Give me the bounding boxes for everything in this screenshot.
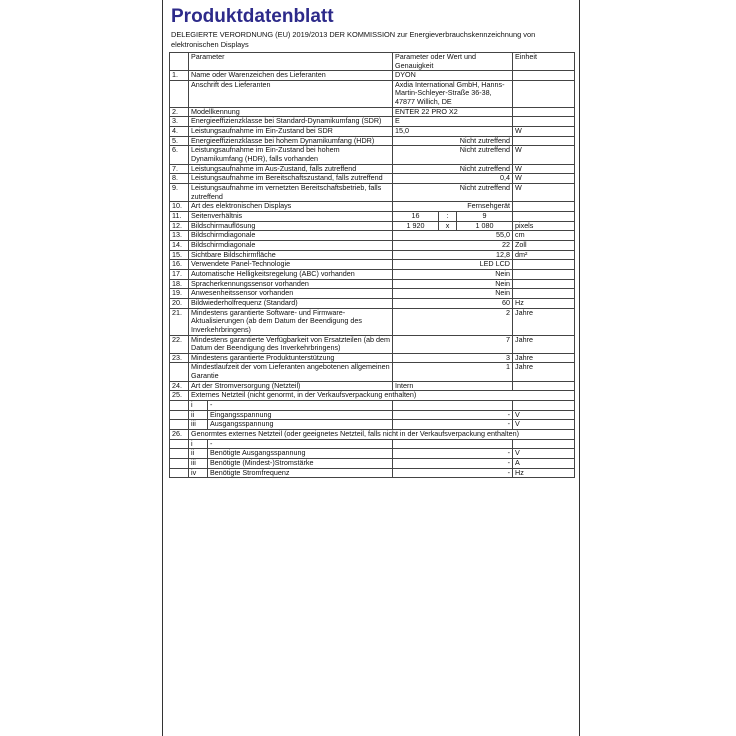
- sub-value: -: [393, 449, 513, 459]
- row-unit: Jahre: [513, 353, 575, 363]
- row-number: 4.: [170, 127, 189, 137]
- sub-row: [170, 459, 575, 469]
- row-value: 12,8: [393, 250, 513, 260]
- row-number: 12.: [170, 221, 189, 231]
- row-parameter: Name oder Warenzeichen des Lieferanten: [189, 71, 393, 81]
- row-parameter: Verwendete Panel-Technologie: [189, 260, 393, 270]
- row-parameter: Leistungsaufnahme im Ein-Zustand bei hohem Dynamikumfang (HDR), falls vorhanden: [189, 146, 393, 164]
- value-part-b: 9: [457, 211, 513, 221]
- sub-row: [170, 468, 575, 478]
- row-parameter: Seitenverhältnis: [189, 211, 393, 221]
- table-row: [170, 231, 575, 241]
- row-parameter: Energieeffizienzklasse bei Standard-Dynamikumfang (SDR): [189, 117, 393, 127]
- row-number: 20.: [170, 299, 189, 309]
- row-unit: [513, 71, 575, 81]
- row-parameter: Anwesenheitssensor vorhanden: [189, 289, 393, 299]
- row-value: 60: [393, 299, 513, 309]
- row-number-empty: [170, 468, 189, 478]
- table-header: [170, 53, 575, 71]
- sub-index: i: [189, 400, 208, 410]
- row-value: Nicht zutreffend: [393, 146, 513, 164]
- row-number: 18.: [170, 279, 189, 289]
- table-row: [170, 363, 575, 381]
- row-number-empty: [170, 420, 189, 430]
- table-row: [170, 127, 575, 137]
- sub-unit: [513, 400, 575, 410]
- row-unit: [513, 107, 575, 117]
- row-parameter: Mindestens garantierte Software- und Firmware-Aktualisierungen (ab dem Datum der Beendigung des Inverkehrbringens): [189, 308, 393, 335]
- row-unit: W: [513, 183, 575, 201]
- sub-unit: [513, 439, 575, 449]
- sub-row: [170, 410, 575, 420]
- row-parameter: Spracherkennungssensor vorhanden: [189, 279, 393, 289]
- table-row: [170, 269, 575, 279]
- row-value: Nicht zutreffend: [393, 164, 513, 174]
- row-number: 8.: [170, 174, 189, 184]
- sub-row: [170, 449, 575, 459]
- sub-unit: V: [513, 420, 575, 430]
- row-unit: cm: [513, 231, 575, 241]
- row-value: LED LCD: [393, 260, 513, 270]
- sub-unit: A: [513, 459, 575, 469]
- row-number: 23.: [170, 353, 189, 363]
- row-parameter: Mindestlaufzeit der vom Lieferanten angebotenen allgemeinen Garantie: [189, 363, 393, 381]
- row-parameter: Bildschirmdiagonale: [189, 231, 393, 241]
- row-number: 17.: [170, 269, 189, 279]
- sub-parameter: Benötigte Stromfrequenz: [208, 468, 393, 478]
- row-number-empty: [170, 439, 189, 449]
- row-unit: [513, 202, 575, 212]
- row-number: 21.: [170, 308, 189, 335]
- row-parameter: Leistungsaufnahme im Aus-Zustand, falls zutreffend: [189, 164, 393, 174]
- row-parameter: Mindestens garantierte Verfügbarkeit von Ersatzteilen (ab dem Datum der Beendigung des Inverkehrbringens): [189, 335, 393, 353]
- row-number: 15.: [170, 250, 189, 260]
- row-unit: pixels: [513, 221, 575, 231]
- row-value: 1: [393, 363, 513, 381]
- sheet-title: Produktdatenblatt: [171, 6, 334, 27]
- row-value: 7: [393, 335, 513, 353]
- row-number: 3.: [170, 117, 189, 127]
- table-row: [170, 117, 575, 127]
- sub-index: ii: [189, 449, 208, 459]
- row-unit: W: [513, 127, 575, 137]
- value-separator: x: [439, 221, 457, 231]
- row-value: 22: [393, 240, 513, 250]
- table-row: [170, 335, 575, 353]
- table-row: [170, 164, 575, 174]
- row-number: 24.: [170, 381, 189, 391]
- data-table: [169, 52, 575, 478]
- row-unit: Jahre: [513, 363, 575, 381]
- row-parameter: Leistungsaufnahme im vernetzten Bereitschaftsbetrieb, falls zutreffend: [189, 183, 393, 201]
- row-value: 15,0: [393, 127, 513, 137]
- table-row: [170, 381, 575, 391]
- row-unit: [513, 117, 575, 127]
- table-row: [170, 136, 575, 146]
- row-value: Nicht zutreffend: [393, 136, 513, 146]
- value-part-a: 1 920: [393, 221, 439, 231]
- table-row: [170, 146, 575, 164]
- sub-index: ii: [189, 410, 208, 420]
- row-value: DYON: [393, 71, 513, 81]
- row-number: 9.: [170, 183, 189, 201]
- row-value: Nicht zutreffend: [393, 183, 513, 201]
- table-row: [170, 107, 575, 117]
- sub-parameter: Eingangsspannung: [208, 410, 393, 420]
- row-value: Nein: [393, 279, 513, 289]
- row-parameter: Bildschirmdiagonale: [189, 240, 393, 250]
- value-part-a: 16: [393, 211, 439, 221]
- sub-unit: Hz: [513, 468, 575, 478]
- row-value: 2: [393, 308, 513, 335]
- row-section-text: Externes Netzteil (nicht genormt, in der Verkaufsverpackung enthalten): [189, 391, 575, 401]
- table-row: [170, 202, 575, 212]
- sub-index: iii: [189, 420, 208, 430]
- row-parameter: Bildschirmauflösung: [189, 221, 393, 231]
- row-number: 19.: [170, 289, 189, 299]
- row-number: 22.: [170, 335, 189, 353]
- row-number: 5.: [170, 136, 189, 146]
- row-unit: [513, 80, 575, 107]
- row-parameter: Automatische Helligkeitsregelung (ABC) vorhanden: [189, 269, 393, 279]
- sub-parameter: -: [208, 400, 393, 410]
- row-unit: [513, 269, 575, 279]
- row-number: 7.: [170, 164, 189, 174]
- table-row: [170, 240, 575, 250]
- row-number: 25.: [170, 391, 189, 401]
- row-unit: [513, 279, 575, 289]
- row-parameter: Art der Stromversorgung (Netzteil): [189, 381, 393, 391]
- row-parameter: Art des elektronischen Displays: [189, 202, 393, 212]
- sub-parameter: Benötigte (Mindest-)Stromstärke: [208, 459, 393, 469]
- sub-value: -: [393, 420, 513, 430]
- table-row: [170, 308, 575, 335]
- row-value: Intern: [393, 381, 513, 391]
- row-parameter: Modellkennung: [189, 107, 393, 117]
- row-value: Nein: [393, 289, 513, 299]
- sub-value: -: [393, 410, 513, 420]
- row-number-empty: [170, 400, 189, 410]
- table-row: [170, 289, 575, 299]
- header-no: [170, 53, 189, 71]
- regulation-subtitle: DELEGIERTE VERORDNUNG (EU) 2019/2013 DER KOMMISSION zur Energieverbrauchskennzeichnung von elektronischen Displays: [171, 30, 536, 49]
- table-row: [170, 430, 575, 440]
- sub-index: iii: [189, 459, 208, 469]
- table-row: [170, 353, 575, 363]
- row-value: Fernsehgerät: [393, 202, 513, 212]
- sub-parameter: Ausgangsspannung: [208, 420, 393, 430]
- table-row: [170, 299, 575, 309]
- sub-value: -: [393, 459, 513, 469]
- sub-value: -: [393, 468, 513, 478]
- row-unit: W: [513, 164, 575, 174]
- row-number: 11.: [170, 211, 189, 221]
- sub-index: iv: [189, 468, 208, 478]
- table-row: [170, 279, 575, 289]
- sub-index: i: [189, 439, 208, 449]
- row-unit: [513, 381, 575, 391]
- row-unit: dm²: [513, 250, 575, 260]
- table-row: [170, 260, 575, 270]
- table-row: [170, 211, 575, 221]
- row-parameter: Leistungsaufnahme im Ein-Zustand bei SDR: [189, 127, 393, 137]
- row-unit: W: [513, 174, 575, 184]
- row-value: 0,4: [393, 174, 513, 184]
- row-number: 6.: [170, 146, 189, 164]
- row-parameter: Energieeffizienzklasse bei hohem Dynamikumfang (HDR): [189, 136, 393, 146]
- row-value: 3: [393, 353, 513, 363]
- row-number: 26.: [170, 430, 189, 440]
- row-parameter: Anschrift des Lieferanten: [189, 80, 393, 107]
- table-row: [170, 391, 575, 401]
- row-unit: Zoll: [513, 240, 575, 250]
- sub-parameter: -: [208, 439, 393, 449]
- row-number: [170, 363, 189, 381]
- row-value: 55,0: [393, 231, 513, 241]
- table-row: [170, 221, 575, 231]
- header-value: Parameter oder Wert und Genauigkeit: [393, 53, 513, 71]
- table-row: [170, 174, 575, 184]
- sub-unit: V: [513, 410, 575, 420]
- row-unit: [513, 260, 575, 270]
- row-value: ENTER 22 PRO X2: [393, 107, 513, 117]
- row-unit: [513, 136, 575, 146]
- product-data-sheet: [162, 0, 580, 736]
- row-unit: Jahre: [513, 335, 575, 353]
- row-unit: Jahre: [513, 308, 575, 335]
- table-row: [170, 80, 575, 107]
- row-parameter: Leistungsaufnahme im Bereitschaftszustand, falls zutreffend: [189, 174, 393, 184]
- row-number-empty: [170, 410, 189, 420]
- sub-unit: V: [513, 449, 575, 459]
- header-unit: Einheit: [513, 53, 575, 71]
- table-row: [170, 250, 575, 260]
- row-section-text: Genormtes externes Netzteil (oder geeignetes Netzteil, falls nicht in der Verkaufsverpackung enthalten): [189, 430, 575, 440]
- row-number: 16.: [170, 260, 189, 270]
- sub-parameter: Benötigte Ausgangsspannung: [208, 449, 393, 459]
- row-number: [170, 80, 189, 107]
- table-row: [170, 183, 575, 201]
- row-number-empty: [170, 459, 189, 469]
- row-unit: [513, 211, 575, 221]
- row-value: Axdia International GmbH, Hanns-Martin-Schleyer-Straße 36-38, 47877 Willich, DE: [393, 80, 513, 107]
- row-number: 2.: [170, 107, 189, 117]
- row-number: 1.: [170, 71, 189, 81]
- sub-value: [393, 439, 513, 449]
- sub-row: [170, 439, 575, 449]
- sub-row: [170, 400, 575, 410]
- value-separator: :: [439, 211, 457, 221]
- sub-value: [393, 400, 513, 410]
- row-number-empty: [170, 449, 189, 459]
- row-value: E: [393, 117, 513, 127]
- row-parameter: Mindestens garantierte Produktunterstützung: [189, 353, 393, 363]
- row-number: 13.: [170, 231, 189, 241]
- row-number: 10.: [170, 202, 189, 212]
- row-unit: W: [513, 146, 575, 164]
- table-row: [170, 71, 575, 81]
- row-value: Nein: [393, 269, 513, 279]
- value-part-b: 1 080: [457, 221, 513, 231]
- row-unit: Hz: [513, 299, 575, 309]
- sub-row: [170, 420, 575, 430]
- header-parameter: Parameter: [189, 53, 393, 71]
- row-parameter: Bildwiederholfrequenz (Standard): [189, 299, 393, 309]
- row-number: 14.: [170, 240, 189, 250]
- row-unit: [513, 289, 575, 299]
- row-parameter: Sichtbare Bildschirmfläche: [189, 250, 393, 260]
